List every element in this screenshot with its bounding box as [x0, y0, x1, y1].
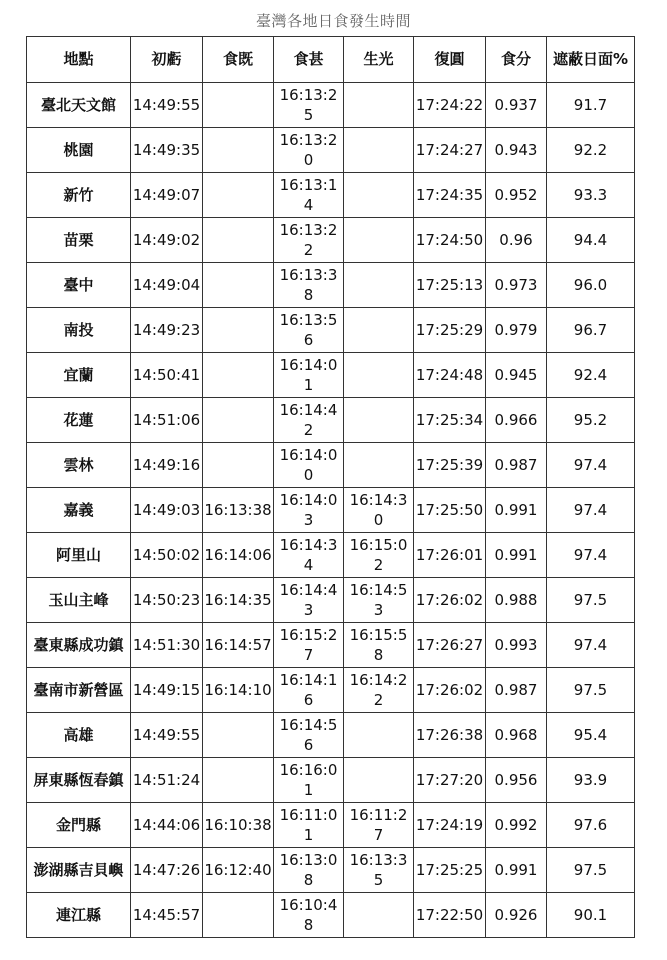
cell-first-contact: 14:44:06	[131, 803, 203, 848]
cell-obscuration: 96.7	[547, 308, 635, 353]
cell-magnitude: 0.945	[486, 353, 547, 398]
cell-first-contact: 14:49:16	[131, 443, 203, 488]
cell-maximum: 16:11:01	[274, 803, 344, 848]
cell-obscuration: 97.6	[547, 803, 635, 848]
cell-first-contact: 14:49:03	[131, 488, 203, 533]
cell-obscuration: 97.5	[547, 578, 635, 623]
cell-obscuration: 92.4	[547, 353, 635, 398]
cell-magnitude: 0.991	[486, 488, 547, 533]
header-row	[27, 37, 635, 83]
cell-third-contact	[344, 218, 414, 263]
table-row	[27, 758, 635, 803]
cell-magnitude: 0.991	[486, 533, 547, 578]
cell-obscuration: 94.4	[547, 218, 635, 263]
cell-location: 宜蘭	[27, 353, 131, 398]
cell-fourth-contact: 17:25:25	[414, 848, 486, 893]
cell-second-contact	[203, 263, 274, 308]
cell-first-contact: 14:49:04	[131, 263, 203, 308]
table-row	[27, 308, 635, 353]
cell-third-contact	[344, 263, 414, 308]
cell-obscuration: 95.2	[547, 398, 635, 443]
table-caption: 臺灣各地日食發生時間	[255, 12, 411, 30]
cell-second-contact: 16:13:38	[203, 488, 274, 533]
cell-second-contact: 16:10:38	[203, 803, 274, 848]
table-row	[27, 83, 635, 128]
cell-magnitude: 0.992	[486, 803, 547, 848]
cell-magnitude: 0.96	[486, 218, 547, 263]
cell-location: 花蓮	[27, 398, 131, 443]
table-row	[27, 848, 635, 893]
cell-first-contact: 14:50:41	[131, 353, 203, 398]
cell-location: 屏東縣恆春鎮	[27, 758, 131, 803]
cell-fourth-contact: 17:26:02	[414, 578, 486, 623]
cell-second-contact	[203, 893, 274, 938]
cell-maximum: 16:14:42	[274, 398, 344, 443]
cell-location: 阿里山	[27, 533, 131, 578]
cell-location: 臺北天文館	[27, 83, 131, 128]
cell-obscuration: 97.4	[547, 623, 635, 668]
cell-maximum: 16:16:01	[274, 758, 344, 803]
cell-maximum: 16:13:20	[274, 128, 344, 173]
cell-fourth-contact: 17:26:27	[414, 623, 486, 668]
cell-fourth-contact: 17:26:02	[414, 668, 486, 713]
cell-third-contact: 16:15:02	[344, 533, 414, 578]
cell-first-contact: 14:49:07	[131, 173, 203, 218]
cell-maximum: 16:13:14	[274, 173, 344, 218]
cell-second-contact: 16:14:57	[203, 623, 274, 668]
cell-maximum: 16:14:34	[274, 533, 344, 578]
cell-fourth-contact: 17:24:35	[414, 173, 486, 218]
cell-obscuration: 93.9	[547, 758, 635, 803]
cell-maximum: 16:13:22	[274, 218, 344, 263]
cell-location: 玉山主峰	[27, 578, 131, 623]
cell-third-contact: 16:11:27	[344, 803, 414, 848]
cell-fourth-contact: 17:24:19	[414, 803, 486, 848]
header-first-contact: 初虧	[131, 37, 203, 83]
cell-third-contact	[344, 308, 414, 353]
table-row	[27, 443, 635, 488]
cell-second-contact	[203, 713, 274, 758]
cell-obscuration: 97.5	[547, 848, 635, 893]
cell-first-contact: 14:49:35	[131, 128, 203, 173]
eclipse-times-table	[26, 36, 635, 938]
cell-fourth-contact: 17:25:39	[414, 443, 486, 488]
cell-second-contact	[203, 128, 274, 173]
cell-second-contact	[203, 443, 274, 488]
cell-third-contact	[344, 83, 414, 128]
cell-location: 臺東縣成功鎮	[27, 623, 131, 668]
cell-fourth-contact: 17:25:13	[414, 263, 486, 308]
cell-third-contact	[344, 398, 414, 443]
cell-magnitude: 0.993	[486, 623, 547, 668]
cell-third-contact: 16:15:58	[344, 623, 414, 668]
cell-fourth-contact: 17:22:50	[414, 893, 486, 938]
cell-magnitude: 0.966	[486, 398, 547, 443]
table-row	[27, 623, 635, 668]
cell-location: 苗栗	[27, 218, 131, 263]
cell-third-contact: 16:14:22	[344, 668, 414, 713]
cell-second-contact: 16:14:35	[203, 578, 274, 623]
cell-first-contact: 14:49:55	[131, 713, 203, 758]
cell-obscuration: 97.4	[547, 443, 635, 488]
cell-fourth-contact: 17:26:01	[414, 533, 486, 578]
cell-obscuration: 92.2	[547, 128, 635, 173]
cell-maximum: 16:14:16	[274, 668, 344, 713]
table-row	[27, 218, 635, 263]
table-row	[27, 668, 635, 713]
cell-fourth-contact: 17:25:34	[414, 398, 486, 443]
table-row	[27, 533, 635, 578]
header-fourth-contact: 復圓	[414, 37, 486, 83]
cell-maximum: 16:14:56	[274, 713, 344, 758]
cell-first-contact: 14:51:06	[131, 398, 203, 443]
cell-maximum: 16:13:08	[274, 848, 344, 893]
cell-fourth-contact: 17:25:29	[414, 308, 486, 353]
cell-third-contact: 16:13:35	[344, 848, 414, 893]
cell-maximum: 16:14:43	[274, 578, 344, 623]
cell-third-contact	[344, 128, 414, 173]
cell-fourth-contact: 17:24:50	[414, 218, 486, 263]
cell-obscuration: 93.3	[547, 173, 635, 218]
cell-second-contact	[203, 83, 274, 128]
cell-location: 桃園	[27, 128, 131, 173]
cell-first-contact: 14:47:26	[131, 848, 203, 893]
cell-third-contact: 16:14:30	[344, 488, 414, 533]
cell-first-contact: 14:45:57	[131, 893, 203, 938]
cell-maximum: 16:14:01	[274, 353, 344, 398]
table-row	[27, 578, 635, 623]
cell-maximum: 16:15:27	[274, 623, 344, 668]
cell-second-contact	[203, 218, 274, 263]
cell-magnitude: 0.926	[486, 893, 547, 938]
cell-obscuration: 96.0	[547, 263, 635, 308]
cell-maximum: 16:10:48	[274, 893, 344, 938]
cell-magnitude: 0.952	[486, 173, 547, 218]
cell-fourth-contact: 17:24:22	[414, 83, 486, 128]
cell-location: 南投	[27, 308, 131, 353]
table-row	[27, 173, 635, 218]
cell-third-contact	[344, 353, 414, 398]
header-location: 地點	[27, 37, 131, 83]
cell-location: 新竹	[27, 173, 131, 218]
cell-magnitude: 0.973	[486, 263, 547, 308]
cell-first-contact: 14:49:23	[131, 308, 203, 353]
cell-first-contact: 14:49:15	[131, 668, 203, 713]
cell-obscuration: 90.1	[547, 893, 635, 938]
cell-magnitude: 0.987	[486, 668, 547, 713]
cell-obscuration: 97.4	[547, 488, 635, 533]
cell-second-contact	[203, 353, 274, 398]
cell-location: 金門縣	[27, 803, 131, 848]
cell-second-contact	[203, 308, 274, 353]
header-third-contact: 生光	[344, 37, 414, 83]
table-row	[27, 398, 635, 443]
header-obscuration: 遮蔽日面%	[547, 37, 635, 83]
cell-second-contact: 16:14:10	[203, 668, 274, 713]
table-row	[27, 128, 635, 173]
cell-first-contact: 14:50:23	[131, 578, 203, 623]
header-maximum: 食甚	[274, 37, 344, 83]
cell-second-contact: 16:14:06	[203, 533, 274, 578]
cell-magnitude: 0.968	[486, 713, 547, 758]
cell-magnitude: 0.937	[486, 83, 547, 128]
cell-third-contact	[344, 443, 414, 488]
cell-first-contact: 14:51:30	[131, 623, 203, 668]
cell-location: 雲林	[27, 443, 131, 488]
cell-first-contact: 14:51:24	[131, 758, 203, 803]
cell-location: 澎湖縣吉貝嶼	[27, 848, 131, 893]
cell-first-contact: 14:49:02	[131, 218, 203, 263]
cell-fourth-contact: 17:27:20	[414, 758, 486, 803]
cell-location: 臺南市新營區	[27, 668, 131, 713]
cell-magnitude: 0.979	[486, 308, 547, 353]
cell-fourth-contact: 17:26:38	[414, 713, 486, 758]
cell-obscuration: 97.5	[547, 668, 635, 713]
table-row	[27, 488, 635, 533]
table-row	[27, 353, 635, 398]
cell-obscuration: 97.4	[547, 533, 635, 578]
cell-obscuration: 95.4	[547, 713, 635, 758]
cell-magnitude: 0.956	[486, 758, 547, 803]
cell-maximum: 16:13:38	[274, 263, 344, 308]
cell-location: 連江縣	[27, 893, 131, 938]
table-row	[27, 893, 635, 938]
header-second-contact: 食既	[203, 37, 274, 83]
table-body	[27, 83, 635, 938]
table-row	[27, 803, 635, 848]
cell-fourth-contact: 17:24:48	[414, 353, 486, 398]
cell-maximum: 16:14:00	[274, 443, 344, 488]
cell-location: 高雄	[27, 713, 131, 758]
table-row	[27, 713, 635, 758]
cell-location: 臺中	[27, 263, 131, 308]
cell-maximum: 16:13:56	[274, 308, 344, 353]
cell-magnitude: 0.943	[486, 128, 547, 173]
table-row	[27, 263, 635, 308]
cell-obscuration: 91.7	[547, 83, 635, 128]
cell-magnitude: 0.987	[486, 443, 547, 488]
cell-third-contact	[344, 758, 414, 803]
cell-third-contact: 16:14:53	[344, 578, 414, 623]
cell-second-contact: 16:12:40	[203, 848, 274, 893]
cell-maximum: 16:14:03	[274, 488, 344, 533]
cell-fourth-contact: 17:24:27	[414, 128, 486, 173]
cell-third-contact	[344, 893, 414, 938]
cell-third-contact	[344, 713, 414, 758]
header-magnitude: 食分	[486, 37, 547, 83]
cell-magnitude: 0.991	[486, 848, 547, 893]
cell-magnitude: 0.988	[486, 578, 547, 623]
cell-second-contact	[203, 758, 274, 803]
cell-first-contact: 14:50:02	[131, 533, 203, 578]
cell-maximum: 16:13:25	[274, 83, 344, 128]
cell-first-contact: 14:49:55	[131, 83, 203, 128]
cell-third-contact	[344, 173, 414, 218]
cell-location: 嘉義	[27, 488, 131, 533]
cell-second-contact	[203, 398, 274, 443]
cell-second-contact	[203, 173, 274, 218]
cell-fourth-contact: 17:25:50	[414, 488, 486, 533]
